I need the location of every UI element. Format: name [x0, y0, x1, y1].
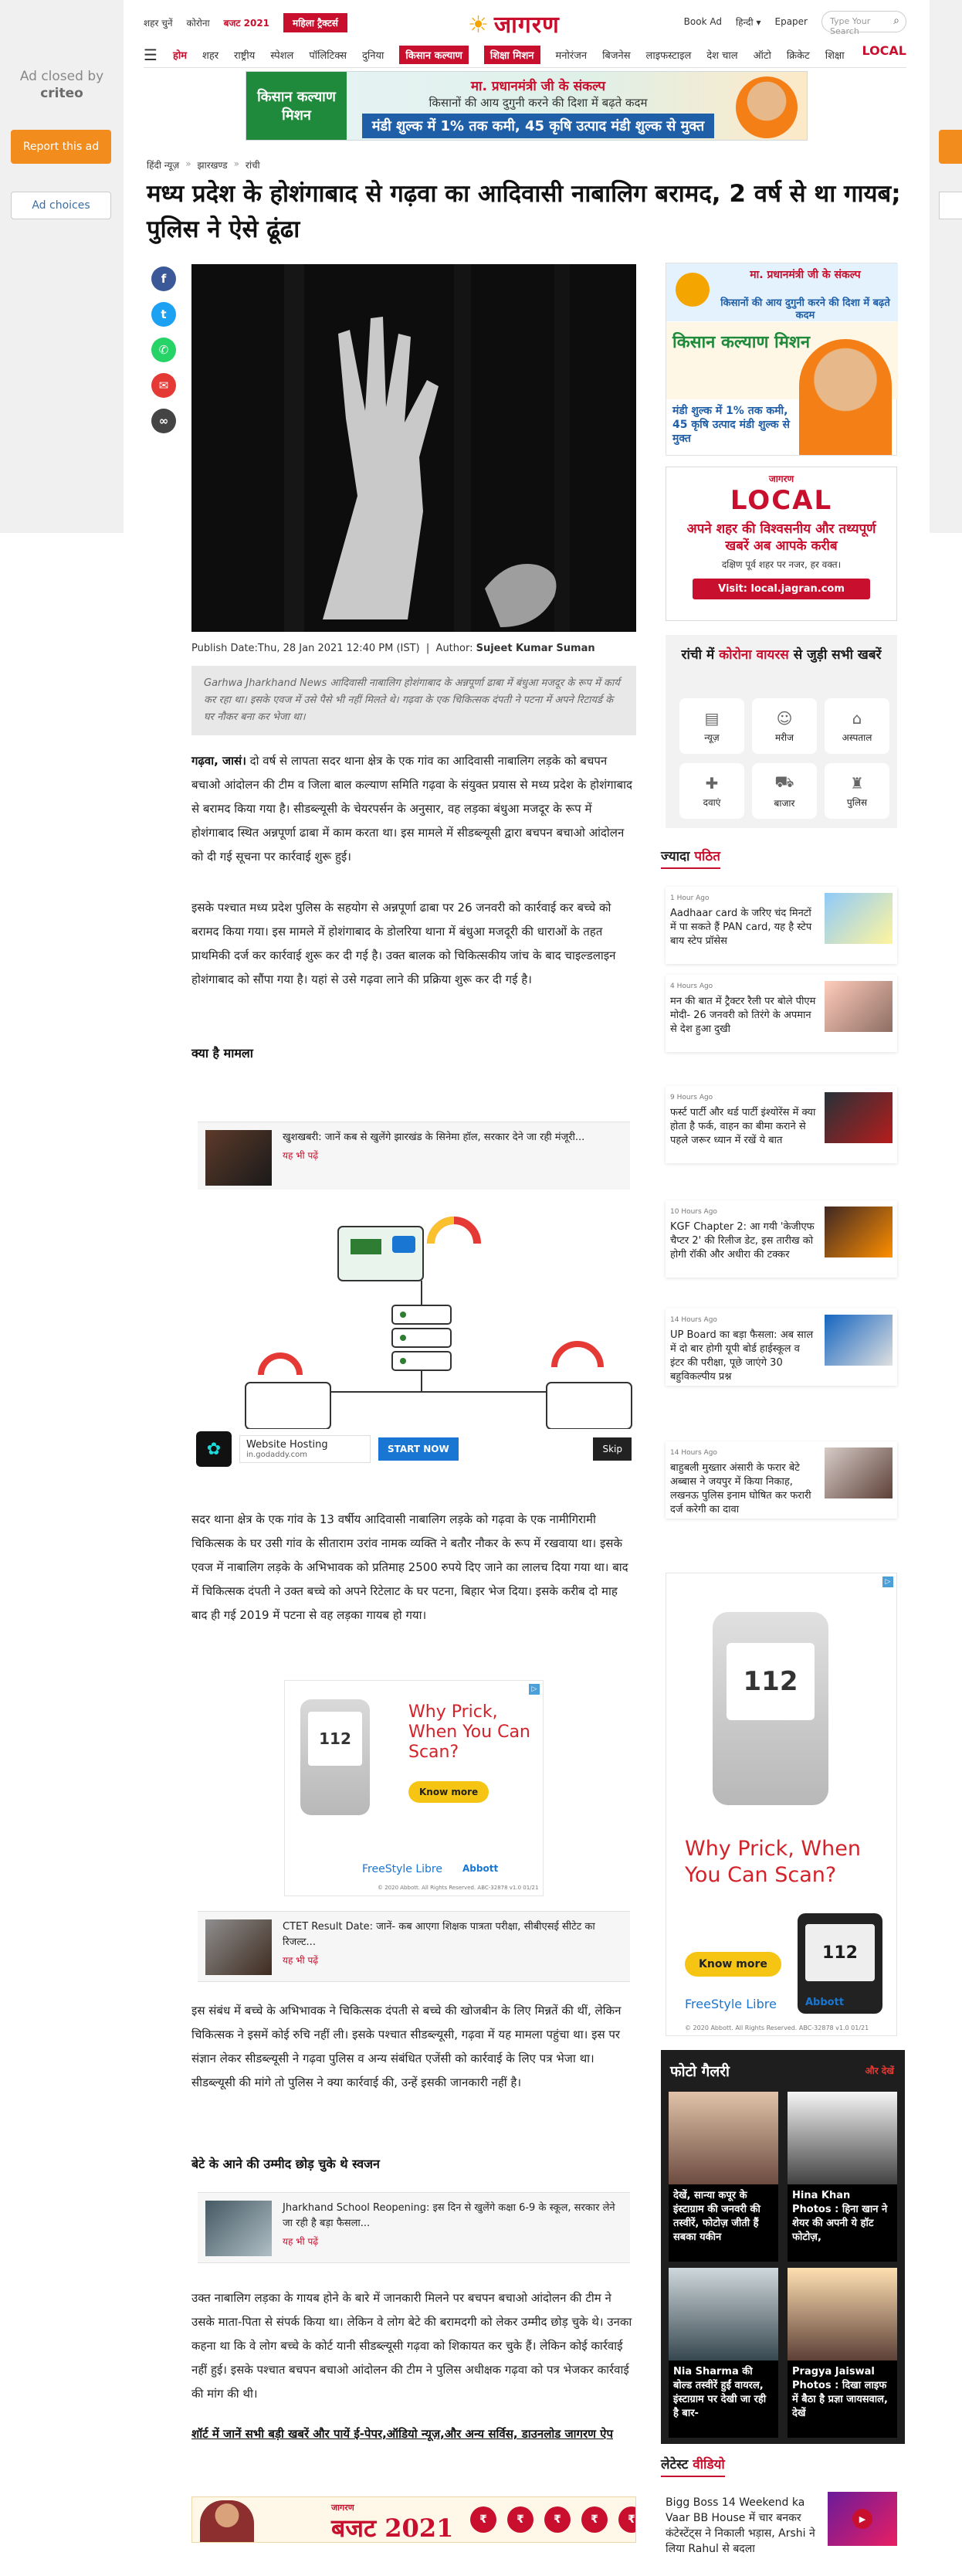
nav-item-entertainment[interactable]: मनोरंजन	[555, 49, 588, 62]
breadcrumb-separator: »	[185, 158, 191, 169]
newspaper-icon: ▤	[704, 708, 720, 728]
cta-text[interactable]: शॉर्ट में जानें सभी बड़ी खबरें और पायें ई-पेपर,ऑडियो न्यूज़,और अन्य सर्विस, डाउनलोड जागरण ऐप	[191, 2427, 613, 2441]
libre-brand: FreeStyle Libre	[685, 1997, 777, 2011]
tile-label: पुलिस	[846, 796, 868, 808]
tile-label: दवाएं	[703, 796, 721, 808]
popular-time: 10 Hours Ago	[670, 1208, 717, 1216]
city-selector[interactable]: शहर चुनें	[144, 17, 173, 29]
godaddy-domain: in.godaddy.com	[246, 1451, 307, 1459]
facebook-icon[interactable]: f	[151, 266, 176, 291]
police-icon: ♜	[850, 773, 864, 792]
latest-videos-heading	[661, 2455, 725, 2477]
nav-item-education[interactable]: शिक्षा	[825, 49, 845, 62]
related-title[interactable]: CTET Result Date: जानें- कब आएगा शिक्षक पात्रता परीक्षा, सीबीएसई सीटेट का रिजल्ट...	[283, 1921, 595, 1948]
tile-label: मरीज	[774, 731, 794, 743]
nav-item-lifestyle[interactable]: लाइफस्टाइल	[645, 49, 692, 62]
most-read-heading	[661, 847, 720, 869]
publish-date: Publish Date:Thu, 28 Jan 2021 12:40 PM (IST)	[191, 643, 420, 654]
corona-tile-news[interactable]	[679, 698, 744, 754]
logo-text: जागरण	[493, 12, 560, 39]
share-bar	[151, 266, 176, 433]
hospital-icon: ⌂	[852, 708, 862, 728]
finance-minister-portrait	[200, 2500, 254, 2543]
nav-item-cricket[interactable]: क्रिकेट	[786, 49, 810, 62]
ad-line-3: मंडी शुल्क में 1% तक कमी, 45 कृषि उत्पाद मंडी शुल्क से मुक्त	[362, 114, 714, 138]
jagran-logo[interactable]	[468, 8, 560, 39]
jagran-local-logo[interactable]: LOCAL	[862, 43, 906, 58]
rupee-icon: ₹	[507, 2506, 534, 2533]
budget-link[interactable]: बजट 2021	[223, 17, 270, 29]
godaddy-title: Website Hosting	[246, 1439, 328, 1451]
corona-widget	[666, 635, 897, 828]
related-story-3[interactable]	[198, 2192, 630, 2263]
subheading-what-is-case: क्या है मामला	[191, 1046, 253, 1061]
abbott-logo: Abbott	[805, 1997, 845, 2008]
main-nav	[144, 42, 906, 68]
related-title[interactable]: खुशखबरी: जानें कब से खुलेंगे झारखंड के सिनेमा हॉल, सरकार देने जा रही मंजूरी...	[283, 1132, 585, 1143]
corona-tile-market[interactable]	[752, 763, 817, 819]
skip-button[interactable]: Skip	[593, 1437, 632, 1461]
godaddy-video-ad[interactable]	[191, 1190, 636, 1469]
glucose-reading: 112	[308, 1712, 362, 1766]
sensor-phone-image	[713, 1612, 828, 1805]
ad-line-2: किसानों की आय दुगुनी करने की दिशा में बढ़ते कदम	[428, 96, 648, 110]
hand-in-dark-image	[191, 264, 636, 632]
video-title[interactable]: Bigg Boss 14 Weekend ka Vaar BB House में चार बनकर कंटेस्टेंट्स ने निकाली भड़ास, Arshi ने लिया Rahul से बदला	[666, 2496, 815, 2555]
reader-reading: 112	[805, 1924, 875, 1981]
gallery-card[interactable]	[788, 2268, 897, 2438]
read-more-link[interactable]: यह भी पढ़ें	[283, 1955, 319, 1966]
breadcrumb-ranchi[interactable]: रांची	[245, 160, 260, 171]
dateline: गढ़वा, जासं।	[191, 754, 246, 768]
nav-item-special[interactable]: स्पेशल	[270, 49, 294, 62]
know-more-button[interactable]: Know more	[685, 1952, 781, 1977]
breadcrumb	[147, 158, 260, 171]
libre-fine-print: © 2020 Abbott. All Rights Reserved. ABC-32878 v1.0 01/21	[685, 2024, 869, 2031]
libre-brand: FreeStyle Libre	[362, 1863, 442, 1875]
nav-item-shiksha-mission[interactable]: शिक्षा मिशन	[484, 46, 540, 64]
popular-time: 4 Hours Ago	[670, 983, 713, 990]
language-selector[interactable]	[736, 15, 761, 29]
related-title[interactable]: Jharkhand School Reopening: इस दिन से खुलेंगे कक्षा 6-9 के स्कूल, सरकार लेने जा रही है बड़ा फैसला...	[283, 2202, 615, 2229]
article-hero-image	[191, 264, 636, 632]
play-icon[interactable]: ▶	[852, 2509, 872, 2529]
video-item[interactable]	[666, 2492, 897, 2566]
popular-item[interactable]	[666, 1200, 897, 1278]
popular-title[interactable]: KGF Chapter 2: आ गयी 'केजीएफ चैप्टर 2' की रिलीज डेट, इस तारीख को होगी रॉकी और अधीरा की टक्कर	[670, 1221, 815, 1261]
nav-item-home[interactable]: होम	[172, 49, 187, 62]
read-more-link[interactable]: यह भी पढ़ें	[283, 1150, 319, 1161]
popular-title[interactable]: UP Board का बड़ा फैसला: अब साल में दो बार होगी यूपी बोर्ड हाईस्कूल व इंटर की परीक्षा, पूछे जाएंगे 30 बहुविकल्पीय प्रश्न	[670, 1329, 814, 1383]
hosting-illustration	[191, 1190, 636, 1429]
cart-icon: ⛟	[774, 772, 794, 791]
related-thumb	[205, 2201, 272, 2256]
article-paragraph-1	[191, 749, 636, 869]
popular-time: 1 Hour Ago	[670, 894, 710, 902]
search-icon[interactable]: ⌕	[893, 15, 899, 27]
nav-item-desh[interactable]: देश चाल	[706, 49, 738, 62]
sidebar-kisan-ad[interactable]	[666, 263, 897, 456]
related-story-1[interactable]	[198, 1122, 630, 1193]
twitter-icon[interactable]: t	[151, 302, 176, 327]
popular-thumb	[825, 1448, 893, 1498]
article-paragraph-5: उक्त नाबालिग लड़का के गायब होने के बारे में जानकारी मिलने पर बचपन बचाओ आंदोलन की टीम ने उसके माता-पिता से संपर्क किया था। लेकिन वे लोग बेटे की बरामदगी को लेकर उम्मीद छोड़ चुके थे। उनका कहना था कि वे लोग बच्चे के कोर्ट यानी सीडब्ल्यूसी गढ़वा को शिकायत कर चुके हैं। लेकिन कोई कार्रवाई नहीं हुई। इसके पश्चात बचपन बचाओ आंदोलन की टीम ने पुलिस अधीक्षक गढ़वा को पत्र भेजकर कार्रवाई की मांग की थी।	[191, 2291, 632, 2401]
gallery-title: फोटो गैलरी	[670, 2063, 730, 2080]
top-bar	[144, 6, 906, 39]
related-thumb	[205, 1130, 272, 1186]
paragraph-1-text: दो वर्ष से लापता सदर थाना क्षेत्र के एक गांव का आदिवासी नाबालिग लड़के को बचपन बचाओ आंदोलन की टीम व जिला बाल कल्याण समिति गढ़वा के संयुक्त प्रयास से मध्य प्रदेश के होशंगाबाद से बरामद किया गया है। सीडब्ल्यूसी के चेयरपर्सन के अनुसार, वह लड़का बंधुआ मजदूर के रूप में होशंगाबाद स्थित अन्नपूर्णा ढाबा में काम करता था। इस मामले में सीडब्ल्यूसी द्वारा बचपन बचाओ आंदोलन को दी गई सूचना पर कार्रवाई शुरू हुई।	[191, 754, 632, 864]
language-label: हिन्दी	[735, 16, 754, 28]
rupee-icon: ₹	[544, 2506, 571, 2533]
local-tagline: अपने शहर की विश्वसनीय और तथ्यपूर्ण खबरें अब आपके करीब	[686, 521, 876, 554]
popular-title[interactable]: Aadhaar card के जरिए चंद मिनटों में पा सकते हैं PAN card, यह है स्टेप बाय स्टेप प्रॉसेस	[670, 908, 812, 947]
author-label: Author:	[435, 643, 473, 654]
nav-item-business[interactable]: बिजनेस	[602, 49, 631, 62]
related-thumb	[205, 1919, 272, 1975]
nav-item-auto[interactable]: ऑटो	[753, 49, 771, 62]
ad-closed-text: Ad closed by	[19, 69, 104, 84]
subheading-family-lost-hope: बेटे के आने की उम्मीद छोड़ चुके थे स्वजन	[191, 2157, 380, 2171]
popular-thumb	[825, 1207, 893, 1257]
search-placeholder: Type Your Search	[830, 16, 871, 36]
tile-label: बाजार	[774, 798, 795, 809]
freestyle-libre-inline-ad[interactable]	[284, 1680, 544, 1896]
report-ad-button[interactable]: Report this ad	[11, 130, 111, 164]
gallery-caption[interactable]: Pragya Jaiswal Photos : दिखा लाइफ में बैठा है प्रज्ञा जायसवाल, देखें	[792, 2366, 888, 2419]
latest-videos-pre: लेटेस्ट	[661, 2457, 693, 2472]
article-paragraph-4: इस संबंध में बच्चे के अभिभावक ने चिकित्सक दंपती से बच्चे की खोजबीन के लिए मिन्नतें की थीं, लेकिन चिकित्सक ने इसमें कोई रुचि नहीं ली। इसके पश्चात सीडब्ल्यूसी, गढ़वा में यह मामला पहुंचा था। इस पर संज्ञान लेकर सीडब्ल्यूसी ने गढ़वा पुलिस व अन्य संबंधित एजेंसी को कार्रवाई के लिए पत्र भेजा था। सीडब्ल्यूसी की मांगे तो पुलिस ने क्या कार्रवाई की, उन्हें इसकी जानकारी नहीं है।	[191, 2004, 622, 2089]
gallery-card[interactable]	[669, 2092, 778, 2262]
popular-item[interactable]	[666, 1308, 897, 1386]
budget-banner-title: बजट 2021	[331, 2513, 454, 2543]
app-download-cta[interactable]	[191, 2424, 636, 2444]
popular-thumb	[825, 893, 893, 944]
popular-time: 14 Hours Ago	[670, 1316, 717, 1324]
whatsapp-icon[interactable]: ✆	[151, 338, 176, 362]
popular-time: 9 Hours Ago	[670, 1094, 713, 1101]
local-subline: दक्षिण पूर्व शहर पर नजर, हर वक्त।	[721, 559, 842, 570]
gallery-photo	[669, 2268, 778, 2360]
gallery-card[interactable]	[669, 2268, 778, 2438]
glucose-reading: 112	[727, 1643, 815, 1720]
corona-title-highlight: कोरोना वायरस	[719, 647, 789, 663]
read-more-link[interactable]: यह भी पढ़ें	[283, 2236, 319, 2247]
local-brand-label: जागरण	[768, 473, 794, 484]
popular-item[interactable]	[666, 887, 897, 964]
ad-choices-button[interactable]: Ad choices	[11, 192, 111, 219]
rupee-icon: ₹	[470, 2506, 496, 2533]
know-more-button[interactable]: Know more	[408, 1781, 489, 1803]
corona-tile-medicine[interactable]	[679, 763, 744, 819]
budget-banner-label: जागरण	[331, 2503, 354, 2513]
start-now-button[interactable]: START NOW	[378, 1437, 459, 1461]
corona-tile-patients[interactable]	[752, 698, 817, 754]
gallery-see-more-link[interactable]: और देखें	[865, 2065, 894, 2076]
nav-item-national[interactable]: राष्ट्रीय	[234, 49, 256, 62]
kisan-banner-ad[interactable]	[246, 71, 808, 141]
most-read-highlight: पठित	[694, 849, 720, 864]
search-input[interactable]	[821, 11, 906, 36]
popular-item[interactable]	[666, 975, 897, 1052]
corona-tile-hospital[interactable]	[825, 698, 889, 754]
book-ad-link[interactable]: Book Ad	[683, 16, 722, 27]
most-read-pre: ज्यादा	[661, 849, 695, 864]
local-logo: LOCAL	[730, 485, 833, 516]
kisan-mission-logo: किसान कल्याण मिशन	[246, 72, 347, 140]
photo-gallery	[661, 2050, 905, 2444]
hamburger-menu-icon[interactable]: ☰	[144, 45, 158, 64]
ad-line-1: मा. प्रधानमंत्री जी के संकल्प	[470, 79, 606, 94]
corona-widget-title	[666, 646, 897, 664]
email-icon[interactable]: ✉	[151, 373, 176, 398]
gallery-photo	[669, 2092, 778, 2184]
gallery-caption[interactable]: देखें, सान्या कपूर के इंस्टाग्राम की जनवरी की तस्वीरें, फोटोज़ जीती हैं सबका यकीन	[673, 2190, 760, 2243]
link-icon[interactable]: ∞	[151, 409, 176, 433]
related-story-2[interactable]	[198, 1911, 630, 1982]
article-paragraph-2: इसके पश्चात मध्य प्रदेश पुलिस के सहयोग से अन्नपूर्णा ढाबा पर 26 जनवरी को कार्रवाई कर बच्चे को बरामद किया गया। इस मामले में होशंगाबाद के डोलरिया थाना में बंधुआ मजदूरी की धाराओं के तहत प्राथमिकी दर्ज कर कार्रवाई शुरू कर दी गई है। उक्त बालक को चिकित्सकीय जांच के बाद चाइल्डलाइन होशंगाबाद को सौंपा गया है। यहां से उसे गढ़वा लाने की प्रक्रिया शुरू कर दी गई है।	[191, 901, 616, 986]
freestyle-libre-sidebar-ad[interactable]	[666, 1573, 897, 2036]
gallery-caption[interactable]: Hina Khan Photos : हिना खान ने शेयर की अपनी ये हॉट फोटोज़,	[792, 2190, 888, 2243]
corona-tile-police[interactable]	[825, 763, 889, 819]
popular-time: 14 Hours Ago	[670, 1449, 717, 1457]
sensor-phone-image	[300, 1699, 370, 1815]
gallery-photo	[788, 2268, 897, 2360]
gallery-caption[interactable]: Nia Sharma की बोल्ड तस्वीरें हुईं वायरल, इंस्टाग्राम पर देखी जा रही है बार-	[673, 2366, 767, 2419]
libre-headline: Why Prick, When You Can Scan?	[408, 1702, 530, 1762]
budget-2021-banner[interactable]	[191, 2496, 636, 2543]
popular-title[interactable]: मन की बात में ट्रैक्टर रैली पर बोले पीएम मोदी- 26 जनवरी को तिरंगे के अपमान से देश हुआ दुखी	[670, 996, 816, 1035]
rupee-icon: ₹	[618, 2506, 636, 2533]
popular-thumb	[825, 1315, 893, 1366]
sun-icon: ☀	[468, 12, 489, 39]
nav-item-city[interactable]: शहर	[202, 49, 219, 62]
popular-title[interactable]: बाहुबली मुख्तार अंसारी के फरार बेटे अब्बास ने जयपुर में किया निकाह, लखनऊ पुलिस इनाम घोषित कर फरारी दर्ज करेगी का दावा	[670, 1462, 811, 1515]
popular-item[interactable]	[666, 1441, 897, 1519]
right-ad-gutter	[930, 0, 962, 533]
popular-thumb	[825, 1092, 893, 1143]
godaddy-logo-icon: ✿	[196, 1431, 232, 1467]
popular-thumb	[825, 981, 893, 1032]
nav-item-world[interactable]: दुनिया	[362, 49, 384, 62]
ad-info-icon[interactable]: ▷	[529, 1684, 540, 1695]
article-summary: Garhwa Jharkhand News आदिवासी नाबालिग होशंगाबाद के अन्नपूर्णा ढाबा में बंधुआ मजदूर के रूप में कार्य कर रहा था। इसके एवज में उसे पैसे भी नहीं मिलते थे। गढ़वा के एक चिकित्सक दंपती ने पटना में अपने रिटायर्ड के घर नौकर बना कर भेजा था।	[191, 666, 636, 735]
epaper-link[interactable]: Epaper	[774, 16, 808, 27]
breadcrumb-hindi-news[interactable]: हिंदी न्यूज़	[147, 160, 180, 171]
kisan-ad-bottom: मंडी शुल्क में 1% तक कमी, 45 कृषि उत्पाद मंडी शुल्क से मुक्त	[672, 405, 790, 445]
ad-info-icon[interactable]: ▷	[882, 1576, 893, 1587]
kisan-ad-line-2: किसानों की आय दुगुनी करने की दिशा में बढ़ते कदम	[720, 297, 890, 321]
nav-item-kisan[interactable]: किसान कल्याण	[399, 46, 468, 64]
tile-label: न्यूज़	[704, 731, 720, 743]
cm-portrait	[736, 76, 798, 138]
rupee-icon: ₹	[581, 2506, 608, 2533]
corona-link[interactable]: कोरोना	[186, 17, 210, 29]
corona-title-pre: रांची में	[681, 647, 720, 663]
kisan-mission-text: किसान कल्याण मिशन	[672, 333, 811, 352]
ad-closed-notice	[8, 68, 116, 102]
kisan-ad-header	[666, 263, 898, 321]
local-visit-button[interactable]: Visit: local.jagran.com	[693, 579, 870, 599]
latest-videos-highlight: वीडियो	[693, 2457, 725, 2472]
breadcrumb-jharkhand[interactable]: झारखण्ड	[197, 160, 228, 171]
abbott-logo: Abbott	[462, 1863, 499, 1874]
gallery-photo	[788, 2092, 897, 2184]
cm-portrait-large	[799, 339, 892, 455]
chevron-down-icon: ▾	[756, 16, 761, 28]
patient-icon: ☺	[776, 708, 793, 728]
right-report-ad-button[interactable]	[939, 130, 962, 164]
tile-label: अस्पताल	[842, 731, 872, 743]
criteo-logo: criteo	[40, 86, 83, 101]
breadcrumb-separator: »	[233, 158, 239, 169]
mahila-tractors-link[interactable]: महिला ट्रैक्टर्स	[283, 13, 347, 32]
popular-item[interactable]	[666, 1086, 897, 1163]
article-paragraph-3: सदर थाना क्षेत्र के एक गांव के 13 वर्षीय आदिवासी नाबालिग लड़के को गढ़वा के एक नामीगिरामी चिकित्सक के घर उसी गांव के सीताराम उरांव नामक व्यक्ति ने बतौर नौकर के रूप में रखवाया था। इसके एवज में नाबालिग लड़के के अभिभावक को प्रतिमाह 2500 रुपये दिए जाने का लालच दिया गया था। बाद में चिकित्सक दंपती ने उक्त बच्चे को अपने रिटेलाट के घर पटना, बिहार भेज दिया। इसके करीब दो माह बाद ही गई 2019 में पटना से वह लड़का गायब हो गया।	[191, 1512, 628, 1622]
godaddy-cta-bar	[191, 1429, 636, 1469]
corona-title-post: से जुड़ी सभी खबरें	[788, 647, 882, 663]
author-name[interactable]: Sujeet Kumar Suman	[476, 643, 595, 654]
article-title: मध्य प्रदेश के होशंगाबाद से गढ़वा का आदिवासी नाबालिग बरामद, 2 वर्ष से था गायब; पुलिस ने ऐसे ढूंढा	[147, 180, 901, 243]
libre-fine-print: © 2020 Abbott. All Rights Reserved. ABC-32878 v1.0 01/21	[378, 1885, 539, 1891]
popular-title[interactable]: फर्स्ट पार्टी और थर्ड पार्टी इंश्योरेंस में क्या होता है फर्क, वाहन का बीमा कराने से पहले जरूर ध्यान में रखें ये बात	[670, 1107, 816, 1146]
kisan-ad-line-1: मा. प्रधानमंत्री जी के संकल्प	[750, 269, 861, 281]
right-ad-choices-button[interactable]	[939, 192, 962, 219]
gallery-card[interactable]	[788, 2092, 897, 2262]
nav-item-politics[interactable]: पॉलिटिक्स	[309, 49, 347, 62]
up-emblem-icon	[676, 273, 710, 307]
godaddy-text	[239, 1435, 371, 1463]
budget-icons	[470, 2506, 636, 2533]
byline: Publish Date:Thu, 28 Jan 2021 12:40 PM (IST) | Author: Sujeet Kumar Suman	[191, 643, 595, 654]
medicine-icon: ✚	[705, 773, 719, 792]
libre-headline: Why Prick, When You Can Scan?	[685, 1837, 861, 1887]
left-ad-gutter	[0, 0, 124, 533]
jagran-local-promo[interactable]	[666, 467, 897, 621]
